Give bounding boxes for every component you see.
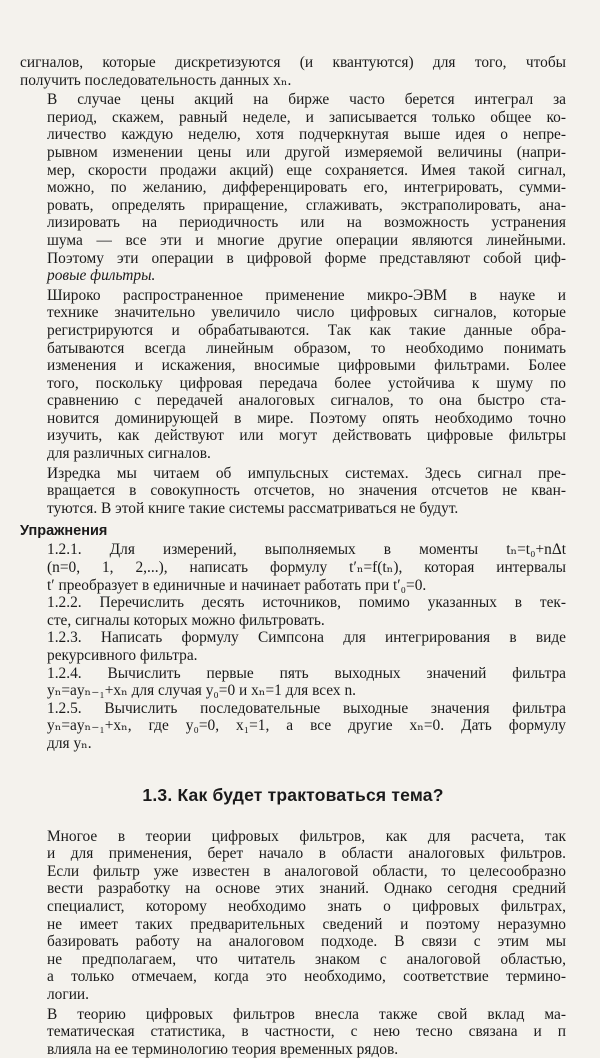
text-line: мер, скорости продажи акций) еще сохраняется. Имея такой сигнал, [20,162,566,180]
text-line: В теорию цифровых фильтров внесла также свой вклад ма- [20,1006,566,1024]
text-line: ровые фильтры. [20,267,566,285]
text-line: вращается в совокупность отсчетов, но значения отсчетов не кван- [20,482,566,500]
text-line: того, поскольку цифровая передача более устойчива к шуму по [20,375,566,393]
text-line: а только отмечаем, когда это необходимо, соответствие термино- [20,968,566,986]
text-line: не имеет таких предварительных сведений и поэтому неразумно [20,916,566,934]
text-line: не предполагаем, что читатель знаком с аналоговой областью, [20,951,566,969]
text-line: личество каждую неделю, хотя подчеркнутая выше идея о непре- [20,126,566,144]
text-line: Поэтому эти операции в цифровой форме представляют собой циф- [20,250,566,268]
text-line: сигналов, которые дискретизуются (и квантуются) для того, чтобы [20,54,566,72]
text-line: ровать, определять приращение, сглаживать, экстраполировать, ана- [20,197,566,215]
text-line: Изредка мы читаем об импульсных системах. Здесь сигнал пре- [20,465,566,483]
text-line: изменения и искажения, вносимые цифровыми фильтрами. Более [20,357,566,375]
text-line: 1.2.3. Написать формулу Симпсона для интегрирования в виде [20,629,566,647]
exercise-1-2-5 [20,700,566,753]
text-line: Широко распространенное применение микро-ЭВМ в науке и [20,287,566,305]
paragraph-micro-computers [20,287,566,463]
text-line: 1.2.2. Перечислить десять источников, помимо указанных в тек- [20,594,566,612]
text-line: сравнению с передачей аналоговых сигналов, то она быстро ста- [20,392,566,410]
text-line: 1.2.1. Для измерений, выполняемых в моменты tₙ=t₀+nΔt [20,541,566,559]
paragraph-continuation [20,54,566,89]
text-line: батываются всегда линейным образом, то необходимо понимать [20,340,566,358]
text-line: специалист, которому необходимо знать о цифровых фильтрах, [20,898,566,916]
paragraph-impulse-systems [20,465,566,518]
text-line: 1.2.5. Вычислить последовательные выходные значения фильтра [20,700,566,718]
text-line: шума — все эти и многие другие операции являются линейными. [20,232,566,250]
text-line: логии. [20,986,566,1004]
text-line: и для применения, берет начало в области аналоговых фильтров. [20,845,566,863]
text-line: рывном изменении цены или другой измеряемой величины (напри- [20,144,566,162]
text-line: В случае цены акций на бирже часто берется интеграл за [20,91,566,109]
exercise-1-2-3 [20,629,566,664]
text-line: Если фильтр уже известен в аналоговой области, то целесообразно [20,863,566,881]
text-line: получить последовательность данных xₙ. [20,72,566,90]
text-line: вести разработку на основе этих знаний. Однако сегодня средний [20,880,566,898]
text-line: регистрируются и обрабатываются. Так как такие данные обра- [20,322,566,340]
paragraph-stock-prices [20,91,566,285]
text-line: yₙ=ayₙ₋₁+xₙ, где y₀=0, x₁=1, а все другие xₙ=0. Дать формулу [20,717,566,735]
text-line: лизировать на периодичность или на возможность устранения [20,214,566,232]
text-line: Многое в теории цифровых фильтров, как для расчета, так [20,828,566,846]
text-line: изучить, как действуют или могут действовать цифровые фильтры [20,427,566,445]
text-line: новится доминирующей в мире. Поэтому опять необходимо точно [20,410,566,428]
text-line: туются. В этой книге такие системы рассматриваться не будут. [20,500,566,518]
text-line: технике значительно увеличило число цифровых сигналов, которые [20,304,566,322]
text-line: период, скажем, равный неделе, и записывается только общее ко- [20,109,566,127]
exercise-1-2-4 [20,665,566,700]
text-line: базировать работу на аналоговом подходе. В связи с этим мы [20,933,566,951]
text-line: сте, сигналы которых можно фильтровать. [20,612,566,630]
paragraph-theory [20,828,566,1004]
exercise-1-2-1 [20,541,566,594]
text-line: рекурсивного фильтра. [20,647,566,665]
text-line: тематическая статистика, в частности, с нею тесно связана и п [20,1023,566,1041]
text-line: влияла на ее терминологию теория временных рядов. [20,1041,566,1058]
text-line: 1.2.4. Вычислить первые пять выходных значений фильтра [20,665,566,683]
text-line: (n=0, 1, 2,...), написать формулу t′ₙ=f(tₙ), которая интервалы [20,559,566,577]
text-line: yₙ=ayₙ₋₁+xₙ для случая y₀=0 и xₙ=1 для всех n. [20,682,566,700]
text-line: для различных сигналов. [20,445,566,463]
paragraph-statistics [20,1006,566,1058]
section-title: 1.3. Как будет трактоваться тема? [20,785,566,806]
exercise-1-2-2 [20,594,566,629]
text-line: можно, по желанию, дифференцировать его, интегрировать, сумми- [20,179,566,197]
exercises-heading: Упражнения [20,523,566,539]
text-line: для yₙ. [20,735,566,753]
text-line: t′ преобразует в единичные и начинает работать при t′₀=0. [20,577,566,595]
